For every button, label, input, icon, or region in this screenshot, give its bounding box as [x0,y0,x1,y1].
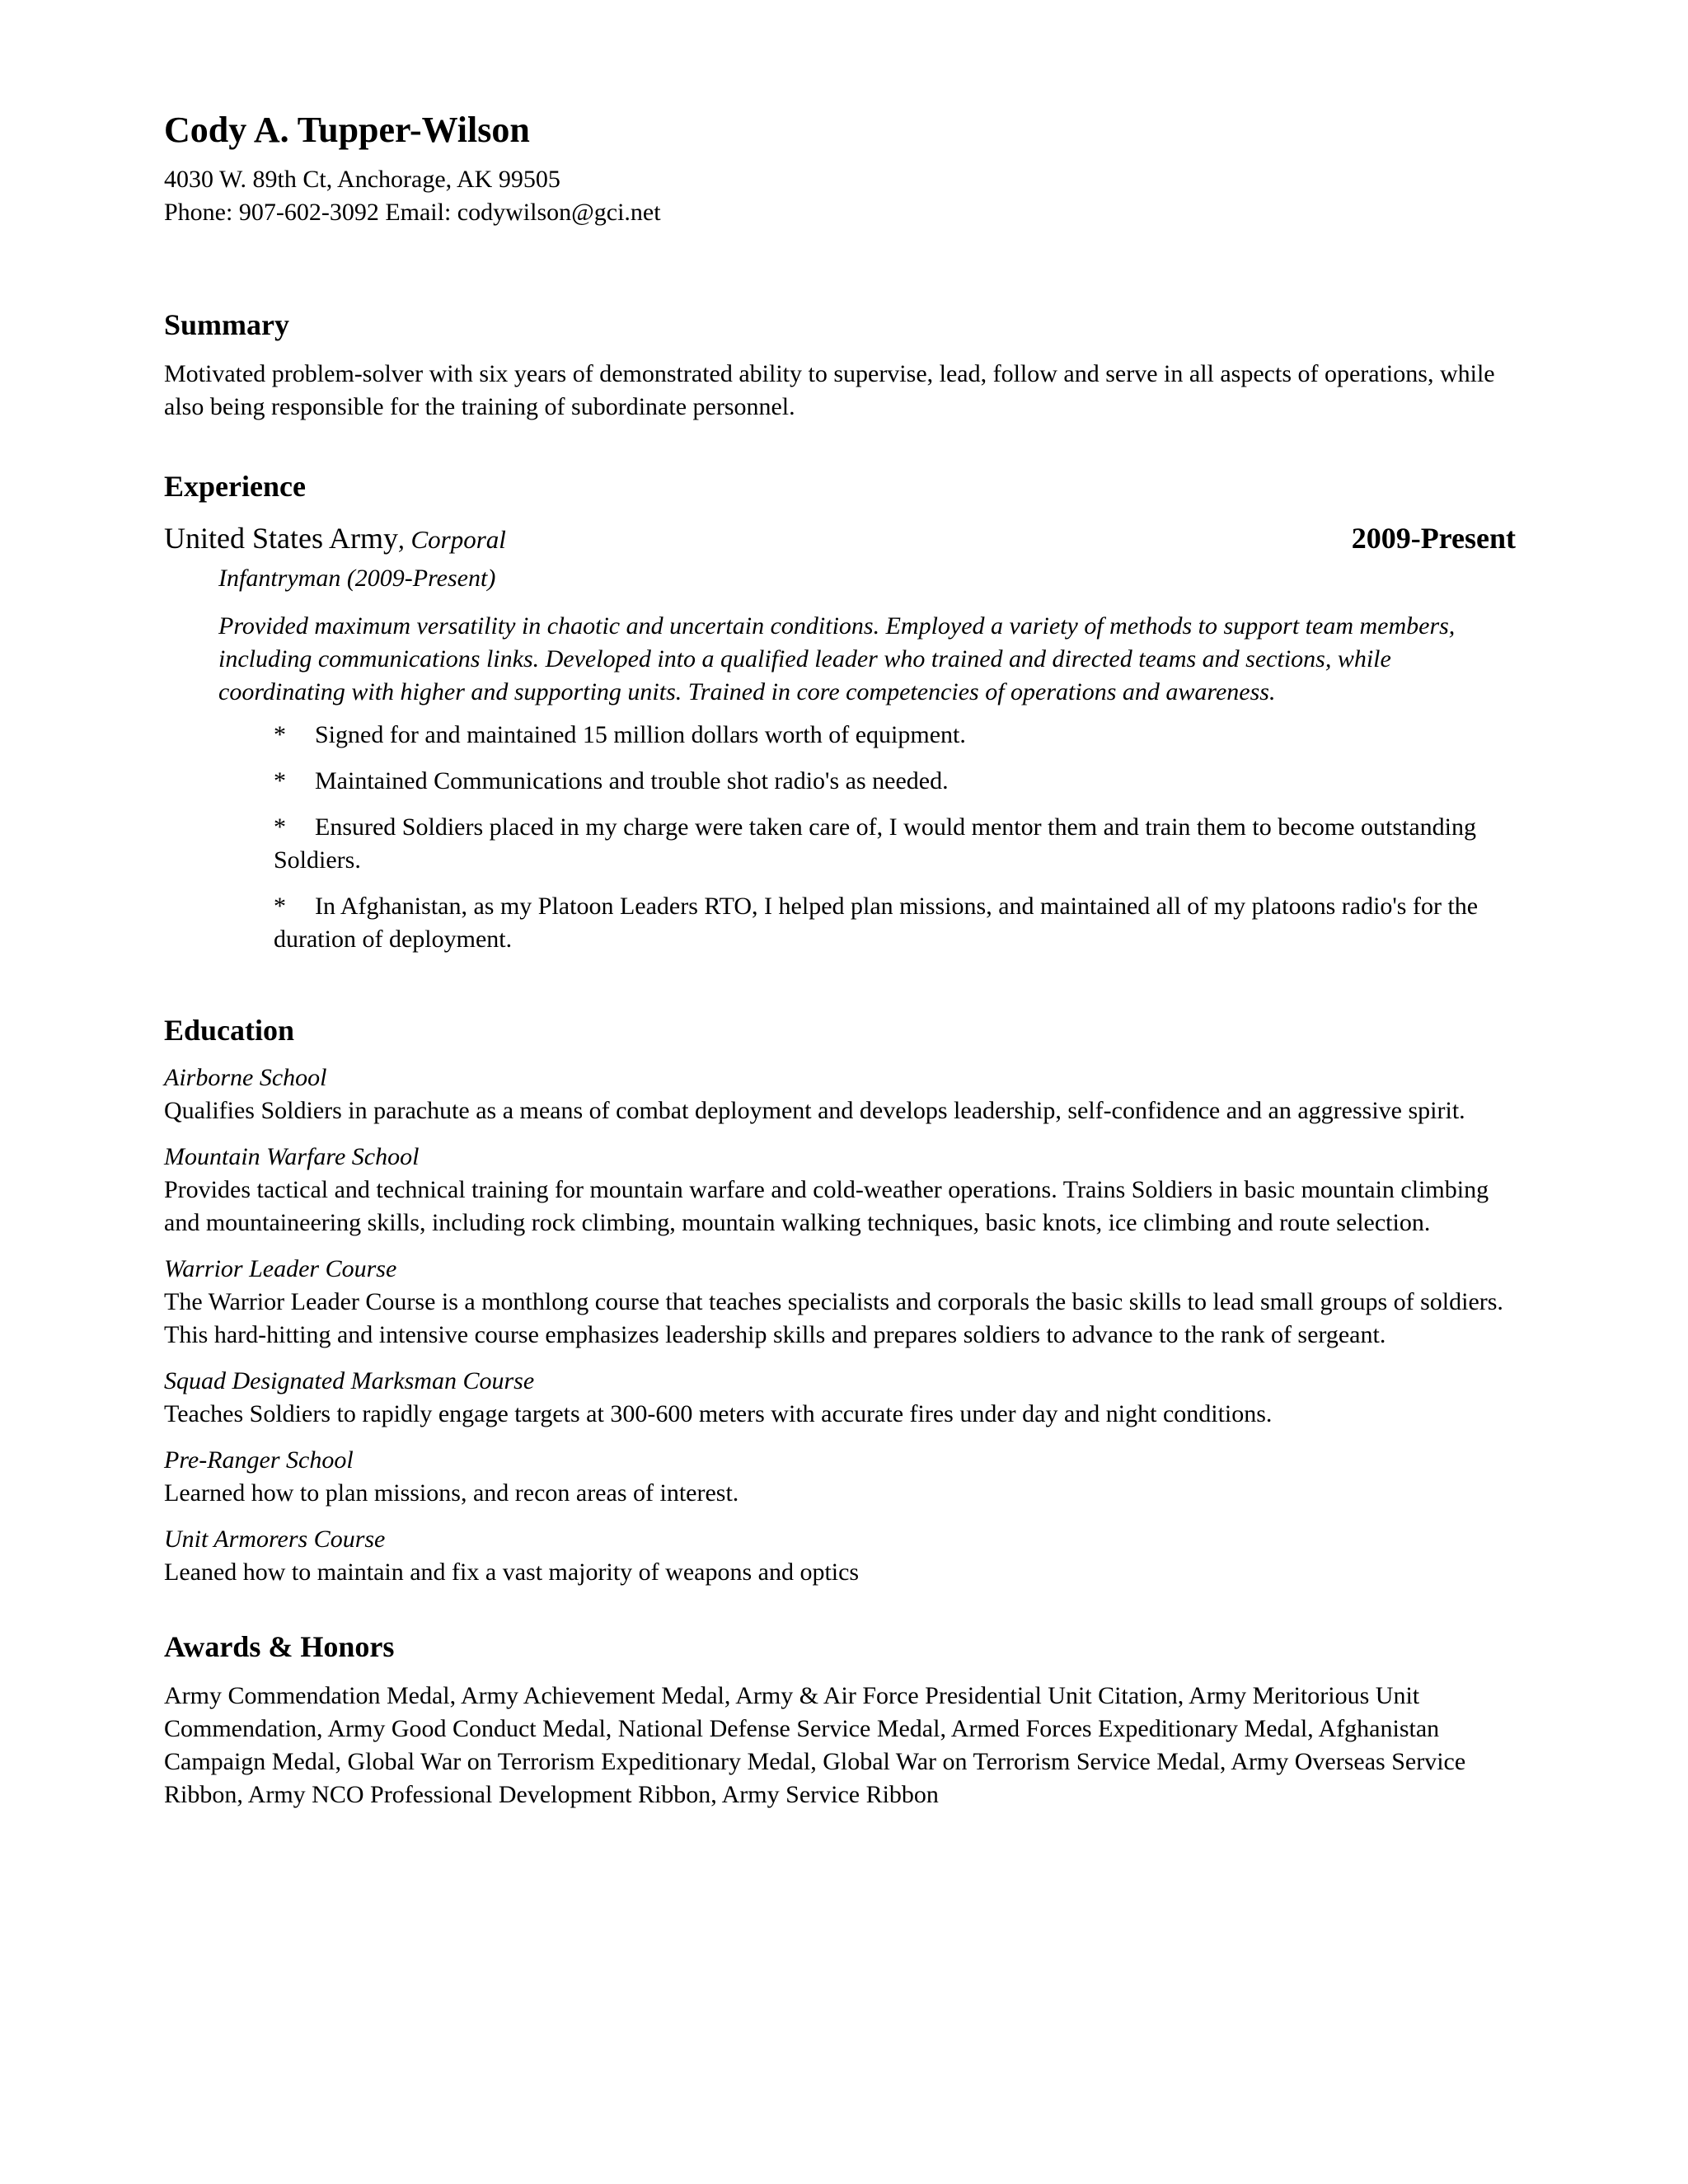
course-name: Airborne School [164,1064,327,1091]
bullet-marker: * [274,813,286,841]
course-name: Warrior Leader Course [164,1255,397,1282]
candidate-name: Cody A. Tupper-Wilson [164,110,530,150]
awards-heading: Awards & Honors [164,1630,395,1663]
job-organization: United States Army [164,522,398,555]
list-item [274,890,1516,956]
phone-email: Phone: 907-602-3092 Email: codywilson@gci.net [164,199,661,226]
list-item [274,765,1516,798]
bullet-text: In Afghanistan, as my Platoon Leaders RTO, I helped plan missions, and maintained all of my platoons radio's for the duration of deployment. [274,893,1479,953]
education-heading: Education [164,1014,295,1047]
resume-header [164,105,1516,229]
awards-text: Army Commendation Medal, Army Achievement Medal, Army & Air Force Presidential Unit Citation, Army Meritorious Unit Commendation, Army Good Conduct Medal, National Defense Service Medal, Armed Forces Expeditionary Medal, Afghanistan Campaign Medal, Global War on Terrorism Expeditionary Medal, Global War on Terrorism Service Medal, Army Overseas Service Ribbon, Army NCO Professional Development Ribbon, Army Service Ribbon [164,1682,1466,1808]
list-item [274,811,1516,877]
contact-info [164,163,1516,229]
bullet-marker: * [274,767,286,794]
job-position: Infantryman (2009-Present) [218,565,496,592]
course-name: Pre-Ranger School [164,1446,354,1474]
job-body [218,562,1516,956]
course-description: Provides tactical and technical training for mountain warfare and cold-weather operations. Trains Soldiers in basic mountain climbing and mountaineering skills, including rock climbing, mountain walking techniques, basic knots, ice climbing and route selection. [164,1176,1489,1236]
address: 4030 W. 89th Ct, Anchorage, AK 99505 [164,166,560,193]
list-item [164,1141,1516,1240]
job-header [164,518,1516,559]
list-item [164,1444,1516,1510]
list-item [164,1523,1516,1589]
bullet-text: Maintained Communications and trouble shot radio's as needed. [315,767,949,794]
job-role: , Corporal [397,525,506,554]
bullet-text: Signed for and maintained 15 million dollars worth of equipment. [315,721,966,748]
course-name: Unit Armorers Course [164,1526,386,1553]
education-list [164,1062,1516,1589]
summary-text: Motivated problem-solver with six years of demonstrated ability to supervise, lead, follow and serve in all aspects of operations, while also being responsible for the training of subordinate personnel. [164,360,1495,420]
education-section [164,1010,1516,1589]
list-item [274,719,1516,752]
experience-section [164,466,1516,956]
course-description: Teaches Soldiers to rapidly engage targets at 300-600 meters with accurate fires under day and night conditions. [164,1400,1273,1427]
awards-section [164,1627,1516,1811]
course-description: Leaned how to maintain and fix a vast majority of weapons and optics [164,1558,860,1586]
bullet-marker: * [274,893,286,920]
summary-heading: Summary [164,308,289,341]
list-item [164,1062,1516,1127]
course-description: Learned how to plan missions, and recon areas of interest. [164,1479,739,1507]
job-dates: 2009-Present [1351,522,1516,555]
experience-heading: Experience [164,470,306,503]
course-description: The Warrior Leader Course is a monthlong course that teaches specialists and corporals the basic skills to lead small groups of soldiers. This hard-hitting and intensive course emphasizes leadership skills and prepares soldiers to advance to the rank of sergeant. [164,1288,1503,1348]
job-bullets [218,719,1516,956]
course-name: Squad Designated Marksman Course [164,1367,535,1394]
job-description: Provided maximum versatility in chaotic and uncertain conditions. Employed a variety of methods to support team members, including communications links. Developed into a qualified leader who trained and directed teams and sections, while coordinating with higher and supporting units. Trained in core competencies of operations and awareness. [218,612,1456,705]
bullet-text: Ensured Soldiers placed in my charge were taken care of, I would mentor them and train them to become outstanding Soldiers. [274,813,1477,874]
resume-page [164,105,1516,1811]
list-item [164,1365,1516,1431]
summary-section [164,305,1516,424]
course-description: Qualifies Soldiers in parachute as a means of combat deployment and develops leadership, self-confidence and an aggressive spirit. [164,1097,1465,1124]
bullet-marker: * [274,721,286,748]
course-name: Mountain Warfare School [164,1143,420,1170]
list-item [164,1253,1516,1352]
